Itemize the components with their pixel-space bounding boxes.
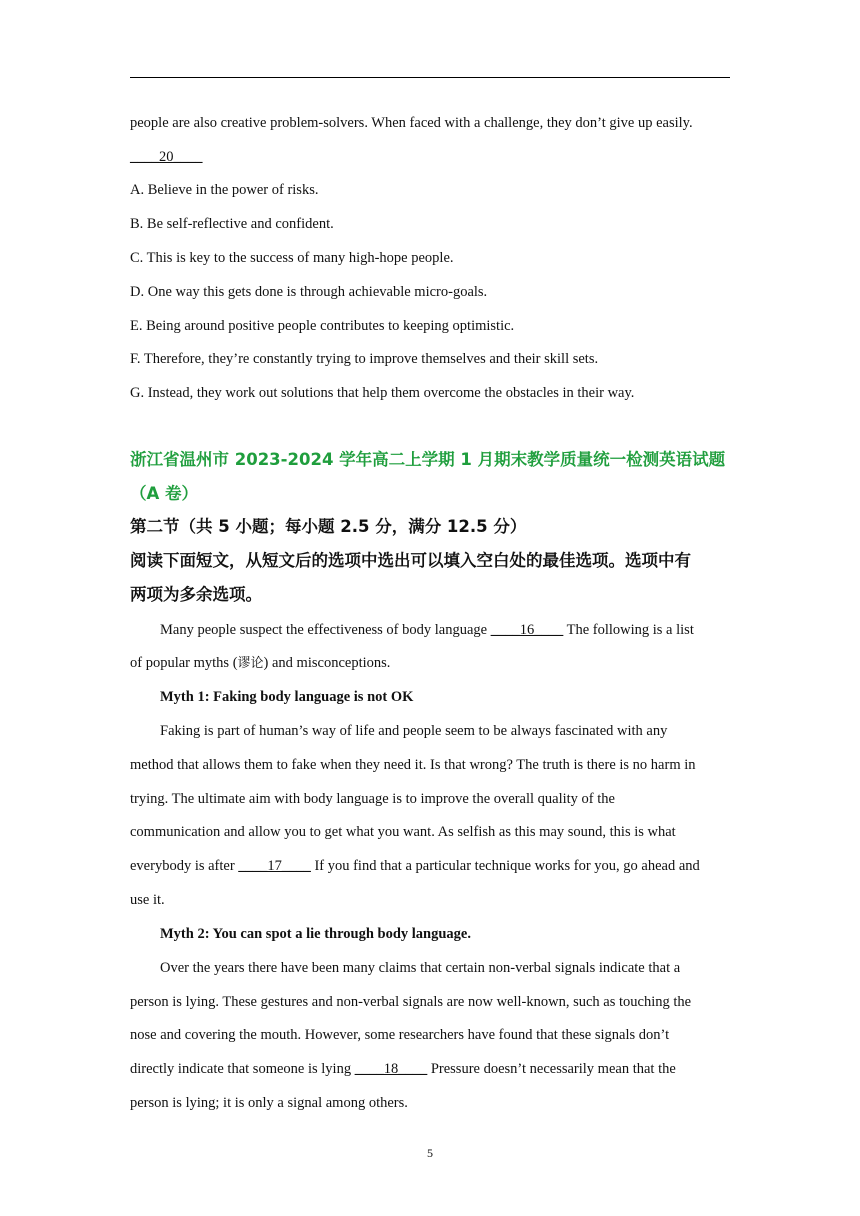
previous-passage-tail: people are also creative problem-solvers. When faced with a challenge, they don’t give up easily. xyxy=(130,115,693,131)
option-e: E. Being around positive people contributes to keeping optimistic. xyxy=(130,318,515,334)
myth-1-heading: Myth 1: Faking body language is not OK xyxy=(160,689,414,705)
option-a: A. Believe in the power of risks. xyxy=(130,182,319,198)
myth-1-line3: trying. The ultimate aim with body language is to improve the overall quality of the xyxy=(130,791,615,807)
option-c: C. This is key to the success of many high-hope people. xyxy=(130,250,454,266)
myth-1-line1: Faking is part of human’s way of life and people seem to be always fascinated with any xyxy=(160,723,668,739)
myth-1-line4: communication and allow you to get what you want. As selfish as this may sound, this is what xyxy=(130,824,676,840)
paragraph-1-line1: Many people suspect the effectiveness of body language ____16____ The following is a list xyxy=(160,622,694,638)
option-f: F. Therefore, they’re constantly trying to improve themselves and their skill sets. xyxy=(130,351,599,367)
paragraph-1-line2: of popular myths (谬论) and misconceptions. xyxy=(130,655,391,671)
blank-20: ____20____ xyxy=(130,149,203,165)
exam-title-line2: （A 卷） xyxy=(130,484,199,503)
myth-1-line5: everybody is after ____17____ If you find that a particular technique works for you, go ahead and xyxy=(130,858,700,874)
myth-1-line6: use it. xyxy=(130,892,165,908)
blank-16: ____16____ xyxy=(490,622,564,638)
section-heading: 第二节（共 5 小题；每小题 2.5 分，满分 12.5 分） xyxy=(130,517,527,536)
exam-title-line1: 浙江省温州市 2023-2024 学年高二上学期 1 月期末教学质量统一检测英语试题 xyxy=(130,450,726,469)
option-d: D. One way this gets done is through achievable micro-goals. xyxy=(130,284,488,300)
myth-1-line2: method that allows them to fake when they need it. Is that wrong? The truth is there is no harm in xyxy=(130,757,696,773)
option-g: G. Instead, they work out solutions that help them overcome the obstacles in their way. xyxy=(130,385,635,401)
blank-17: ____17____ xyxy=(238,858,311,874)
option-b: B. Be self-reflective and confident. xyxy=(130,216,334,232)
blank-18: ____18____ xyxy=(354,1061,428,1077)
myth-2-line2: person is lying. These gestures and non-verbal signals are now well-known, such as touching the xyxy=(130,994,692,1010)
page-number: 5 xyxy=(427,1146,433,1160)
myth-2-line3: nose and covering the mouth. However, some researchers have found that these signals don’t xyxy=(130,1027,670,1043)
instruction-line2: 两项为多余选项。 xyxy=(130,585,262,604)
myth-2-line4: directly indicate that someone is lying ____18____ Pressure doesn’t necessarily mean that the xyxy=(130,1061,676,1077)
myth-2-line1: Over the years there have been many claims that certain non-verbal signals indicate that a xyxy=(160,960,681,976)
myth-2-heading: Myth 2: You can spot a lie through body language. xyxy=(160,926,471,942)
myth-2-line5: person is lying; it is only a signal among others. xyxy=(130,1095,408,1111)
header-rule xyxy=(130,77,730,78)
instruction-line1: 阅读下面短文，从短文后的选项中选出可以填入空白处的最佳选项。选项中有 xyxy=(130,551,691,570)
